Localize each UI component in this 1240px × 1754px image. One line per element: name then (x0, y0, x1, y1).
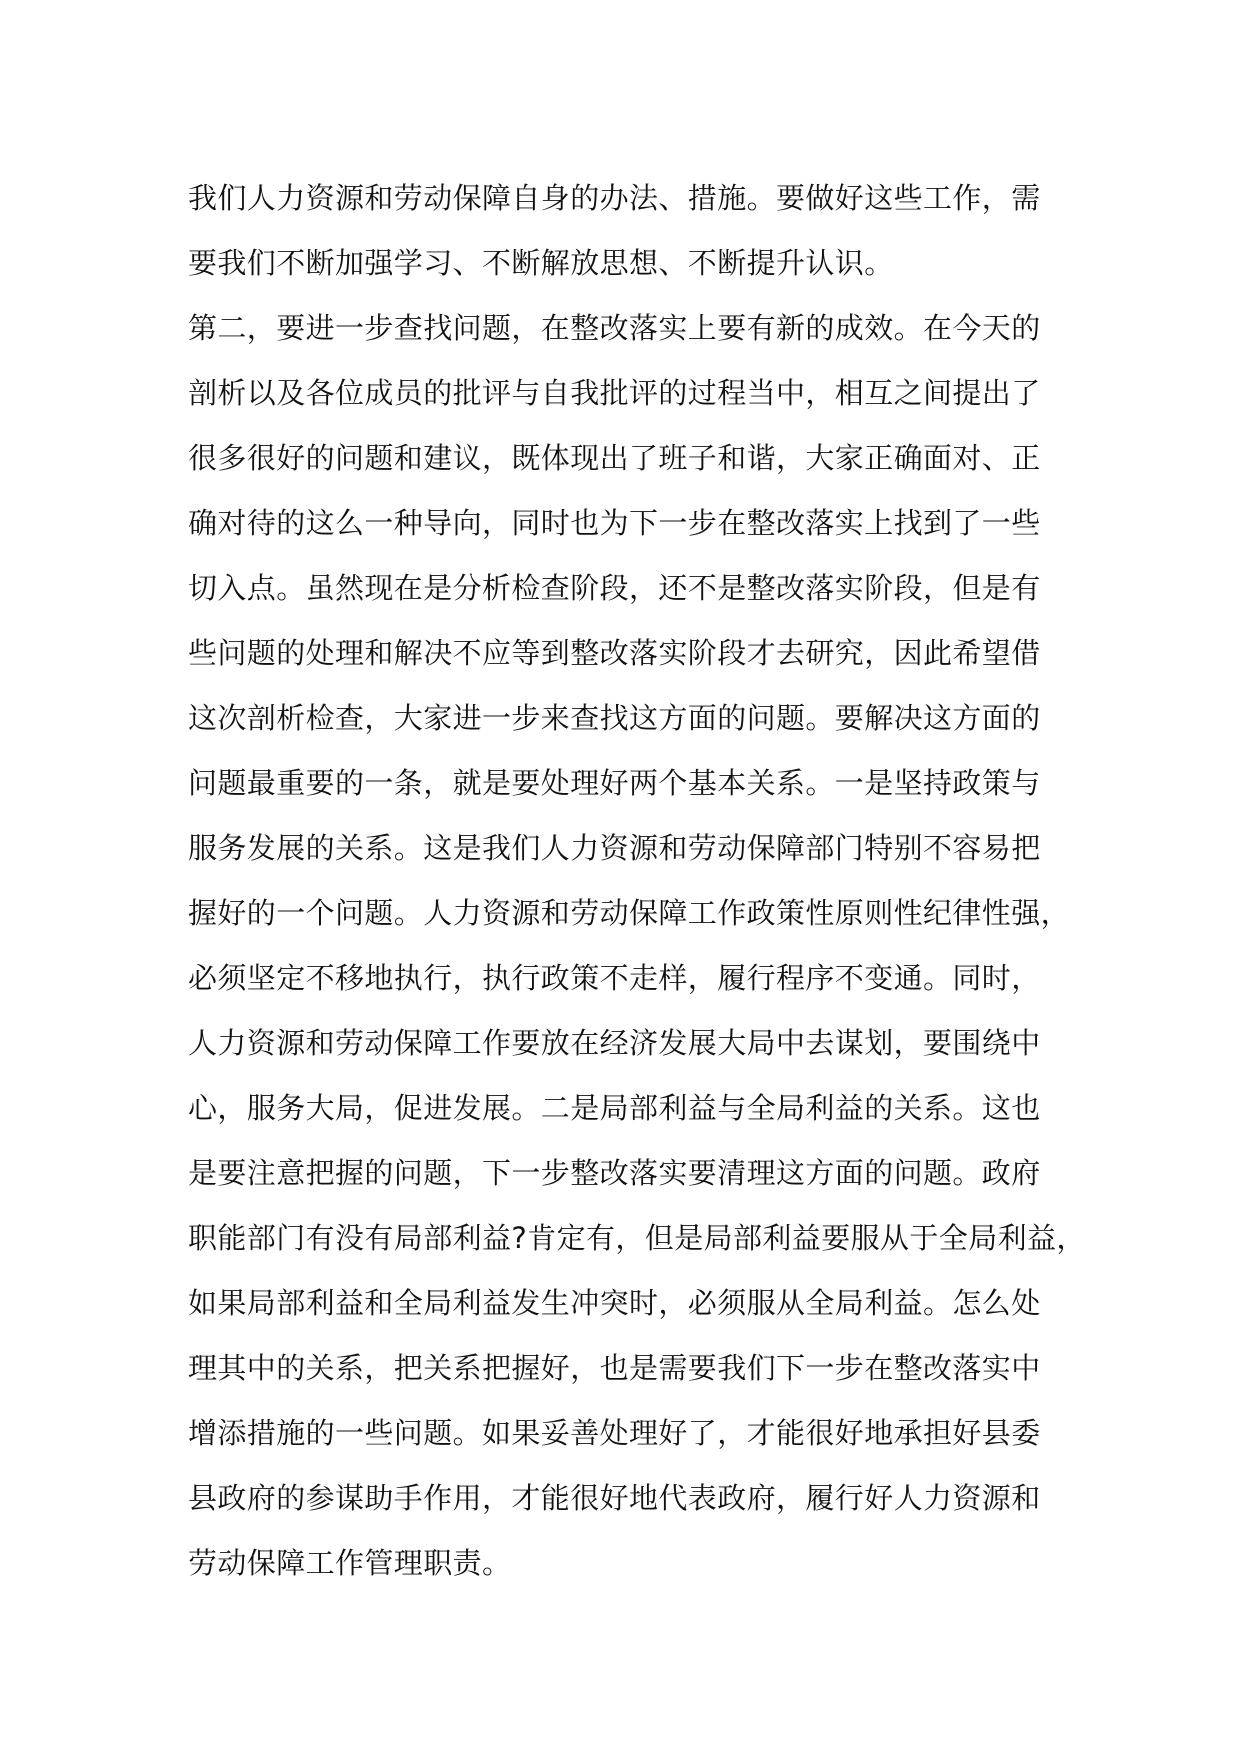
text-line-21: 县政府的参谋助手作用，才能很好地代表政府，履行好人力资源和 (188, 1481, 1041, 1515)
text-line-20: 增添措施的一些问题。如果妥善处理好了，才能很好地承担好县委 (188, 1416, 1041, 1450)
text-line-12: 握好的一个问题。人力资源和劳动保障工作政策性原则性纪律性强， (188, 896, 1071, 930)
text-line-7: 切入点。虽然现在是分析检查阶段，还不是整改落实阶段，但是有 (188, 571, 1041, 605)
text-line-17: 职能部门有没有局部利益?肯定有，但是局部利益要服从于全局利益， (188, 1221, 1086, 1255)
text-line-22: 劳动保障工作管理职责。 (188, 1546, 512, 1580)
text-line-19: 理其中的关系，把关系把握好，也是需要我们下一步在整改落实中 (188, 1351, 1041, 1385)
body-text (188, 166, 1088, 1596)
text-line-11: 服务发展的关系。这是我们人力资源和劳动保障部门特别不容易把 (188, 831, 1041, 865)
text-line-5: 很多很好的问题和建议，既体现出了班子和谐，大家正确面对、正 (188, 441, 1041, 475)
text-line-13: 必须坚定不移地执行，执行政策不走样，履行程序不变通。同时， (188, 961, 1041, 995)
text-line-16: 是要注意把握的问题，下一步整改落实要清理这方面的问题。政府 (188, 1156, 1041, 1190)
text-line-10: 问题最重要的一条，就是要处理好两个基本关系。一是坚持政策与 (188, 766, 1041, 800)
text-line-14: 人力资源和劳动保障工作要放在经济发展大局中去谋划，要围绕中 (188, 1026, 1041, 1060)
text-line-8: 些问题的处理和解决不应等到整改落实阶段才去研究，因此希望借 (188, 636, 1041, 670)
text-line-1: 我们人力资源和劳动保障自身的办法、措施。要做好这些工作，需 (188, 181, 1041, 215)
text-line-3: 第二，要进一步查找问题，在整改落实上要有新的成效。在今天的 (188, 311, 1041, 345)
text-line-9: 这次剖析检查，大家进一步来查找这方面的问题。要解决这方面的 (188, 701, 1041, 735)
text-line-15: 心，服务大局，促进发展。二是局部利益与全局利益的关系。这也 (188, 1091, 1041, 1125)
text-line-2: 要我们不断加强学习、不断解放思想、不断提升认识。 (188, 246, 894, 280)
text-line-6: 确对待的这么一种导向，同时也为下一步在整改落实上找到了一些 (188, 506, 1041, 540)
text-line-18: 如果局部利益和全局利益发生冲突时，必须服从全局利益。怎么处 (188, 1286, 1041, 1320)
text-line-4: 剖析以及各位成员的批评与自我批评的过程当中，相互之间提出了 (188, 376, 1041, 410)
